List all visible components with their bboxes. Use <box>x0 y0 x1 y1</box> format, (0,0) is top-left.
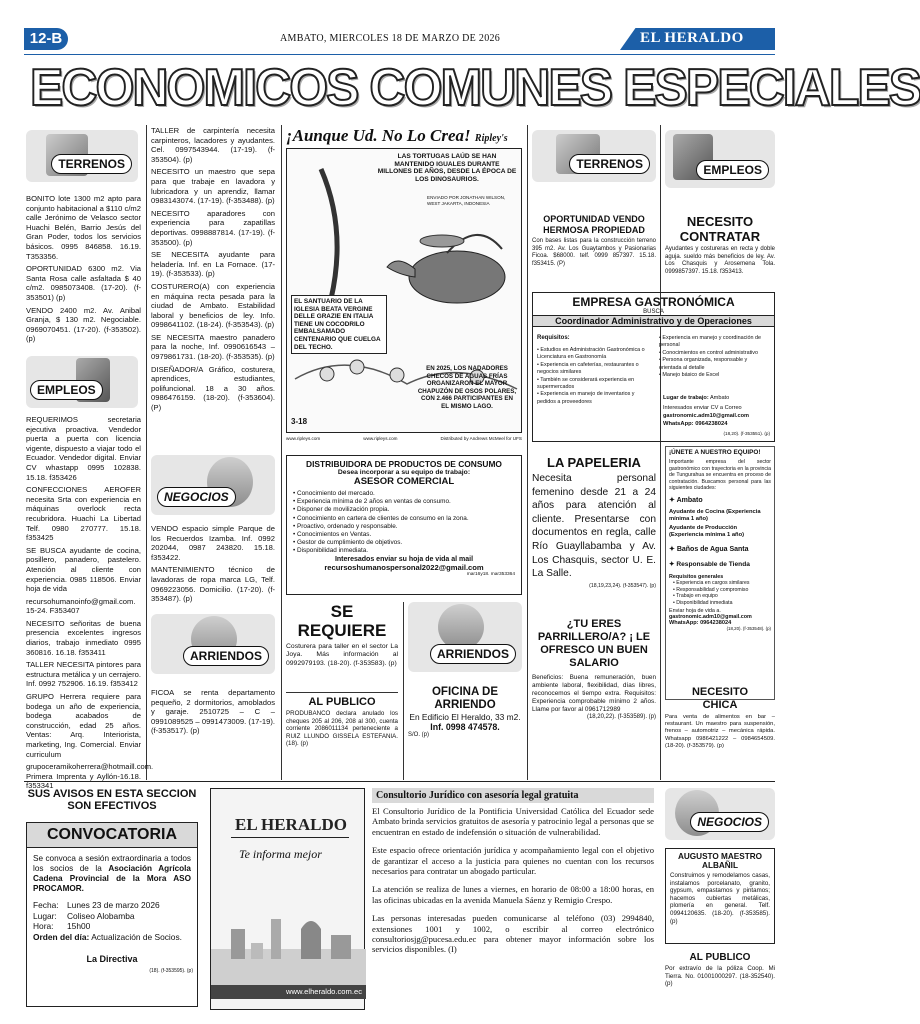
unete-city-1: Ambato <box>676 496 703 504</box>
parrillero-ad <box>532 618 656 722</box>
empleo-ad: SE NECESITA maestro panadero para la noche, Inf. 0990616543 – 0979861731. (18-20). (f-353535). (p) <box>151 332 275 362</box>
ripley-comic <box>286 126 522 444</box>
convocatoria-sign: La Directiva <box>86 954 138 965</box>
house-ad-url[interactable]: www.elheraldo.com.ec <box>211 985 366 999</box>
arriendo-ad: FICOA se renta departamento pequeño, 2 dormitorios, amoblados y garaje. 2510725 – C – 0991089525 – 0991473009. (17-19). (f-353517). (p) <box>151 688 275 736</box>
empresa-place-value: Ambato <box>709 395 730 401</box>
ripley-caption-turtle: LAS TORTUGAS LAÚD SE HAN MANTENIDO IGUALES DURANTE MILLONES DE AÑOS, DESDE LA ÉPOCA DE LOS DINOSAURIOS. <box>377 153 517 183</box>
unete-position-3-label: Responsable de Tienda <box>676 560 750 568</box>
parrillero-title: ¿TU ERES PARRILLERO/A? ¡ LE OFRESCO UN BUEN SALARIO <box>537 618 651 669</box>
distribuidora-email[interactable]: recursoshumanospersonal2022@gmail.com <box>324 562 484 572</box>
oficina-title-1: OFICINA DE <box>431 686 499 698</box>
empresa-place-label: Lugar de trabajo: <box>663 395 709 401</box>
fecha-value: Lunes 23 de marzo 2026 <box>67 900 160 910</box>
consultorio-paragraph: Este espacio ofrece orientación jurídica y acompañamiento legal con el objetivo de garantizar el acceso a la justicia para quienes no cuentan con los recursos necesarios para contratar un abogado particular. <box>372 845 654 877</box>
empresa-busca: BUSCA <box>643 309 664 315</box>
empleo-ad: NECESITO aparadores con experiencia para zapatillas deportivas. 0998887814. (17-19). (f-353500). (p) <box>151 208 275 247</box>
city-skyline-illustration <box>211 899 366 989</box>
negocios-ads-col2 <box>151 524 275 607</box>
hora-value: 15h00 <box>67 921 91 932</box>
negocios-section-icon <box>151 455 275 515</box>
requirement-item: • Manejo básico de Excel <box>659 372 771 379</box>
distribuidora-position: ASESOR COMERCIAL <box>353 476 455 487</box>
arriendos-section-icon <box>151 614 275 674</box>
terrenos-ad: BONITO lote 1300 m2 apto para conjunto habitacional a $110 c/m2 calle Jerónimo de Velasco sector Huachi Belén, Barrio Jesús del Gran Poder, todos los servicios básicos. 0995 846858. 16.19. T353356. <box>26 194 141 261</box>
ripley-footer <box>286 435 522 443</box>
unete-email[interactable]: gastronomic.adm10@gmail.com <box>669 614 752 621</box>
empleo-ad: DISEÑADOR/A Gráfico, costurera, aprendices, estudiantes, polifuncional. 18 a 30 años. 0986476159. (18-20). (f-353604). (P) <box>151 364 275 413</box>
albanil-title-1: AUGUSTO MAESTRO <box>677 852 762 861</box>
lugar-value: Coliseo Alobamba <box>67 910 135 921</box>
parrillero-ref: (18,20,22). (f-353589). (p) <box>586 714 656 720</box>
oportunidad-ad <box>532 214 656 268</box>
ripley-panel <box>286 148 522 433</box>
empleo-ad: COSTURERO(A) con experiencia en máquina recta pesada para la ciudad de Ambato. Estabilidad laboral y beneficios de ley. Info. 0998641102. (18-24). (f-353543). (p) <box>151 281 275 330</box>
empleo-ad: recursohumanoinfo@gmail.com. 15-24. F353407 <box>26 596 136 616</box>
convocatoria-fecha <box>33 900 191 911</box>
requirement-item: • Conocimiento del mercado. <box>293 490 515 498</box>
consultorio-paragraph: El Consultorio Jurídico de la Pontificia Universidad Católica del Ecuador sede Ambato brinda servicios gratuitos de asesoría y patrocinio legal a personas que se encuentran en estado de indefensión o situación de vulnerabilidad. <box>372 806 654 837</box>
ripley-caption-crocodile: EL SANTUARIO DE LA IGLESIA BEATA VERGINE DELLE GRAZIE EN ITALIA TIENE UN COCODRILO EMBALSAMADO CENTENARIO QUE CUELGA DEL TECHO. <box>291 295 387 354</box>
terrenos-ad: OPORTUNIDAD 6300 m2. Via Santa Rosa calle asfaltada $ 40 c/m2. 0985073408. (17-20). (f-353501) (p) <box>26 264 141 302</box>
requirement-item: • Proactivo, ordenado y responsable. <box>293 523 515 531</box>
requirement-item: • Conocimiento en cartera de clientes de consumo en la zona. <box>293 515 515 523</box>
al-publico-body: PRODUBANCO declara anulado los cheques 205 al 206, 208 al 300, cuenta corriente 2086011134 perteneciente a RUIZ LLUNDO GISSELA ESTEFANIA. (18). (p) <box>286 710 398 748</box>
terrenos-label: TERRENOS <box>51 154 132 174</box>
requirement-item: • Disponibilidad inmediata <box>673 600 771 607</box>
house-ad-tagline: Te informa mejor <box>239 847 322 861</box>
header-date: AMBATO, MIERCOLES 18 DE MARZO DE 2026 <box>280 33 501 44</box>
albanil-body: Construimos y remodelamos casas, instalamos porcelanato, granito, gypsum, empastamos y pintamos; hacemos cubiertas metálicas, plomería en general. Telf. 0994120635. (18-20). (f-353585). (p) <box>670 872 770 925</box>
ripley-footer-mid: www.ripleys.com <box>363 436 398 441</box>
empresa-contact: Interesados enviar CV a Correo <box>663 405 742 411</box>
se-requiere-title-1: SE <box>330 602 354 621</box>
oficina-body: En Edificio El Heraldo, 33 m2. <box>409 712 521 722</box>
consultorio-paragraph: La atención se realiza de lunes a viernes, en horario de 08:00 a 18:00 horas, en las oficinas ubicadas en la avenida Manuela Sáenz y Remigio Crespo. <box>372 884 654 905</box>
unete-city-banos: ✦ Baños de Agua Santa <box>669 545 749 553</box>
requirement-item: • Experiencia mínima de 2 años en ventas de consumo. <box>293 498 515 506</box>
negocios-section-icon-2 <box>665 788 775 840</box>
section-title: ECONOMICOS COMUNES ESPECIALES <box>30 59 920 117</box>
ripley-credit: ENVIADO POR JONATHAN WILSON, WEST JAKARTA, INDONESIA <box>427 195 506 206</box>
convocatoria-details <box>27 894 197 942</box>
empleo-ad: GRUPO Herrera requiere para bodega un año de experiencia, bodega acabados de construcción, edad 25 años. Ventas: Arq. Interiorista, marketing, Ing. Comercial. Enviar curriculum <box>26 692 141 759</box>
empleos-section-icon-2 <box>665 130 775 188</box>
requirement-item: • Experiencia en cargos similares <box>673 580 771 587</box>
empresa-ref: (18,20). (f-353551). (p) <box>723 431 770 436</box>
empresa-place <box>663 395 729 403</box>
unete-intro: Importante empresa del sector gastronómico con trayectoria en la provincia de Tungurahua se encuentra en proceso de contratación. Buscamos personal para las siguientes ciudades: <box>669 459 771 492</box>
empresa-requirements-left <box>537 347 652 406</box>
se-requiere-title-2: REQUIERE <box>297 621 387 640</box>
distribuidora-ad <box>286 455 522 595</box>
requirement-item: • Disponer de movilización propia. <box>293 506 515 514</box>
papeleria-title: LA PAPELERIA <box>547 455 641 470</box>
distribuidora-requirements <box>293 490 515 556</box>
page-number: 12-B <box>29 30 63 47</box>
terrenos-section-icon-2 <box>532 130 656 182</box>
terrenos-label-2: TERRENOS <box>569 154 650 174</box>
empleos-label: EMPLEOS <box>30 380 103 400</box>
albanil-title-2: ALBAÑIL <box>702 861 738 870</box>
lugar-label: Lugar: <box>33 910 57 921</box>
al-publico-extravio <box>665 952 775 988</box>
arriendos-label-2: ARRIENDOS <box>430 644 516 664</box>
requirement-item: • Experiencia en cafeterías, restaurantes o negocios similares <box>537 362 652 377</box>
parrillero-body: Beneficios: Buena remuneración, buen ambiente laboral, flexibilidad, días libres, reconocemos el tiempo extra. Requisitos: Experiencia comprobable mínimo 2 años. Llame por favor al 0961712989 <box>532 674 656 713</box>
empresa-requirements-right <box>659 335 771 379</box>
terrenos-ads <box>26 194 141 347</box>
necesito-contratar-title-1: NECESITO <box>686 214 754 229</box>
negocio-ad: VENDO espacio simple Parque de los Recuerdos Izamba. Inf. 0992 202044, 0987 243820. 15.18. f353422. <box>151 524 275 562</box>
oficina-title-2: ARRIENDO <box>434 699 496 711</box>
brand-logo: EL HERALDO <box>640 30 744 46</box>
al-publico-produbanco <box>286 696 398 748</box>
oficina-phone: Inf. 0998 474578. <box>430 722 500 732</box>
page-badge <box>24 28 68 50</box>
unete-contact: Enviar hoja de vida a. <box>669 608 721 615</box>
convocatoria-title: CONVOCATORIA <box>27 823 197 848</box>
distribuidora-cta: Interesados enviar su hoja de vida al mail <box>334 555 474 563</box>
papeleria-ad <box>532 455 656 590</box>
convocatoria-intro <box>27 848 197 894</box>
sus-avisos-line-1: SUS AVISOS EN ESTA SECCION <box>27 788 197 800</box>
consultorio-paragraph: Las personas interesadas pueden comunicarse al teléfono (03) 2994840, extensiones 1001 y 1002, o escribir al correo electrónico consultoriosjg@pucesa.edu.ec para obtener mayor información sobre los servicios disponibles. (I) <box>372 913 654 955</box>
ripley-footer-left: www.ripleys.com <box>286 436 321 441</box>
requirement-item: • Trabajo en equipo <box>673 593 771 600</box>
necesito-contratar-title-2: CONTRATAR <box>679 229 761 244</box>
ripley-brand: Ripley's <box>474 133 508 144</box>
requirement-item: • También se considerará experiencia en supermercados <box>537 377 652 392</box>
unete-position-2: Ayudante de Producción (Experiencia mínima 1 año) <box>669 524 745 538</box>
al-publico-2-title: AL PUBLICO <box>689 952 751 963</box>
necesito-chica-title-1: NECESITO <box>691 686 749 698</box>
convocatoria-ad <box>26 822 198 1007</box>
al-publico-2-body: Por extravío de la póliza Coop. Mi Tierra. No. 01001000297. (18-352540). (p) <box>665 965 775 988</box>
papeleria-ref: (18,19,23,24). (f-353547). (p) <box>589 582 656 589</box>
oportunidad-title: OPORTUNIDAD VENDO HERMOSA PROPIEDAD <box>543 214 645 235</box>
empleo-ad: NECESITO señoritas de buena presencia excelentes ingresos diarios, trabajo inmediato 0995 360816. 16.18. f353411 <box>26 618 141 657</box>
convocatoria-hora <box>33 921 191 932</box>
empresa-whatsapp: WhatsApp: 0964238024 <box>663 421 728 427</box>
terrenos-ad: VENDO 2400 m2. Av. Anibal Granja, $ 130 m2. Negociable. 0969070451. (17-20). (f-353502). (p) <box>26 305 141 344</box>
ripley-date-code: 3-18 <box>291 417 308 426</box>
empleos-section-icon <box>26 356 138 408</box>
consultorio-article <box>372 788 654 955</box>
empleos-label-2: EMPLEOS <box>696 160 769 180</box>
requirement-item: • Persona organizada, responsable y orientada al detalle <box>659 357 771 372</box>
ripley-footer-right: Distributed by Andrews McMeel for UFS <box>440 436 522 441</box>
empleo-ad: SE BUSCA ayudante de cocina, posillero, panadero, pastelero. Atención al cliente con experiencia. 0985 118506. Enviar hoja de vida <box>26 545 141 594</box>
necesito-chica-ad <box>665 686 775 750</box>
empleo-ad: grupoceramikoherrera@hotmaill.com. Primera Imprenta y Ayllón-16.18. f353341 <box>26 762 154 791</box>
unete-requirements <box>669 580 771 606</box>
sus-avisos-line-2: SON EFECTIVOS <box>67 800 157 812</box>
requirement-item: • Experiencia en manejo y coordinación de personal <box>659 335 771 350</box>
requirement-item: • Experiencia en manejo de inventarios y pedidos a proveedores <box>537 391 652 406</box>
empresa-position: Coordinador Administrativo y de Operaciones <box>533 315 774 327</box>
necesito-chica-body: Para venta de alimentos en bar – restaurant. Un maestro para suspensión, frenos – automotriz – mecánica rápida. Whatsapp 0986421222 – 0984654509. (18-20). (f-353579). (p) <box>665 714 775 749</box>
oficina-ref: S/O. (p) <box>408 732 430 738</box>
unete-city-2: Baños de Agua Santa <box>676 545 749 553</box>
arriendos-ads-col2 <box>151 688 275 739</box>
requirement-item: • Conocimientos en Ventas. <box>293 531 515 539</box>
unete-position-3: ✦ Responsable de Tienda <box>669 560 750 568</box>
convocatoria-ref: (18). (f-353595). (p) <box>149 968 193 975</box>
necesito-chica-title-2: CHICA <box>702 699 738 711</box>
convocatoria-orden <box>33 932 191 943</box>
unete-city-ambato: ✦ Ambato <box>669 496 703 504</box>
el-heraldo-house-ad <box>210 788 365 1010</box>
unete-ref: (18,20). (f-353548). (p) <box>726 626 771 632</box>
hora-label: Hora: <box>33 921 54 932</box>
empleo-ad: REQUERIMOS secretaria ejecutiva proactiva. Vendedor puerta a puerta con licencia vigente, dispuesto a viajar todo el Ecuador. Vendedor digital. Enviar CV whastapp 0995 102838. 15.18. f353426 <box>26 415 141 482</box>
empleo-ad: SE NECESITA ayudante para heladería. Inf. en La Fornace. (17-19). (f-353533). (p) <box>151 250 275 279</box>
unete-whatsapp: WhatsApp: 0964238024 <box>669 620 732 627</box>
convocatoria-intro-a: Se convoca a sesión extraordinaria a todos los socios de la <box>33 854 191 873</box>
requirement-item: • Gestor de cumplimiento de objetivos. <box>293 539 515 547</box>
se-requiere-ad <box>286 602 398 692</box>
unete-ad <box>665 446 775 700</box>
empresa-title: EMPRESA GASTRONÓMICA <box>572 295 735 309</box>
empleos-ads-col1 <box>26 415 154 794</box>
papeleria-body: Necesita personal femenino desde 21 a 24 años para atención al cliente. Presentarse con documentos en regla, calle Río Guayllabamba y Av. Los Chasquis, sector U. E. La Salle. <box>532 473 656 580</box>
orden-label: Orden del día: <box>33 931 90 942</box>
necesito-contratar-body: Ayudantes y costureras en recta y doble aguja. sueldo más beneficios de ley. Av. Los Chasquis y Arosemena Tola. 0999857397. 15.18. f353413. <box>665 246 775 275</box>
convocatoria-intro-b: Asociación Agrícola Cadena Provincial de la Mora ASO PROCAMOR. <box>33 864 191 893</box>
convocatoria-lugar <box>33 911 191 922</box>
empresa-req-label: Requisitos: <box>537 335 570 341</box>
se-requiere-body: Costurera para taller en el sector La Joya. Más información al 0992979193. (18-20). (f-353583). (p) <box>286 643 398 667</box>
fecha-label: Fecha: <box>33 900 59 910</box>
consultorio-body <box>372 806 654 955</box>
consultorio-title: Consultorio Jurídico con asesoría legal gratuita <box>372 788 654 803</box>
unete-position-1: Ayudante de Cocina (Experiencia mínima 1 año) <box>669 508 761 522</box>
arriendos-label: ARRIENDOS <box>183 646 269 666</box>
distribuidora-title: DISTRIBUIDORA DE PRODUCTOS DE CONSUMO <box>306 459 502 469</box>
requirement-item: • Disponibilidad inmediata. <box>293 547 515 555</box>
empleo-ad: TALLER NECESITA pintores para estructura metálica y un cerrajero. Inf. 0992 752906. 16.19. f353412 <box>26 660 141 689</box>
empleo-ad: TALLER de carpintería necesita carpinteros, lacadores y ayudantes. Cel. 0997543944. (17-19). (f-353504). (p) <box>151 126 275 164</box>
requirement-item: • Responsabilidad y compromiso <box>673 587 771 594</box>
unete-req-title: Requisitos generales <box>669 573 724 580</box>
empresa-gastronomica-ad <box>532 292 775 442</box>
arriendos-section-icon-2 <box>408 602 522 672</box>
distribuidora-ref: mar16y18. mar353364 <box>466 571 515 577</box>
albanil-ad <box>665 848 775 944</box>
empresa-email[interactable]: gastronomic.adm10@gmail.com <box>663 413 749 419</box>
terrenos-section-icon <box>26 130 138 182</box>
negocio-ad: MANTENIMIENTO técnico de lavadoras de ropa marca LG, Telf. 0969223056. Domicilio. (17-20). (f-353487). (p) <box>151 565 275 604</box>
unete-title: ¡ÚNETE A NUESTRO EQUIPO! <box>669 449 761 456</box>
requirement-item: • Conocimientos en control administrativo <box>659 350 771 357</box>
ripley-title-text: ¡Aunque Ud. No Lo Crea! <box>286 126 471 145</box>
oportunidad-body: Con bases listas para la construcción terreno 395 m2. Av. Los Guaytambos y Pasionarias Ficoa. $68000. telf. 0999 857397. 15.18. f353415. (P) <box>532 238 656 267</box>
negocios-label: NEGOCIOS <box>157 487 236 507</box>
al-publico-title: AL PUBLICO <box>308 696 376 708</box>
requirement-item: • Estudios en Administración Gastronómica o Licenciatura en Gastronomía <box>537 347 652 362</box>
distribuidora-subtitle: Desea incorporar a su equipo de trabajo: <box>337 469 471 476</box>
necesito-contratar-ad <box>665 214 775 276</box>
house-ad-logo: EL HERALDO <box>235 815 347 834</box>
ripley-title <box>286 126 522 146</box>
orden-value: Actualización de Socios. <box>91 931 182 942</box>
ripley-caption-swimmers: EN 2025, LOS NADADORES CHECOS DE AGUAS FRÍAS ORGANIZARON EL MAYOR CHAPUZÓN DE OSOS POLARES, CON 2.466 PARTICIPANTES EN EL MISMO LAGO. <box>417 365 517 410</box>
negocios-label-2: NEGOCIOS <box>690 812 769 832</box>
empleo-ad: CONFECCIONES AEROFER necesita Srta con experiencia en máquinas overlock recta recubridora. Huachi La Libertad Telf. 0980 270777. 15.18. f353425 <box>26 485 141 543</box>
oficina-arriendo-ad <box>408 686 522 738</box>
sus-avisos-banner <box>26 788 198 812</box>
empleo-ad: NECESITO un maestro que sepa para que trabaje en lavadora y lubricadora y un aprendiz, llamar 0983143074. (17-19). (f-353488). (p) <box>151 167 275 206</box>
col2-ads-top <box>151 126 275 416</box>
